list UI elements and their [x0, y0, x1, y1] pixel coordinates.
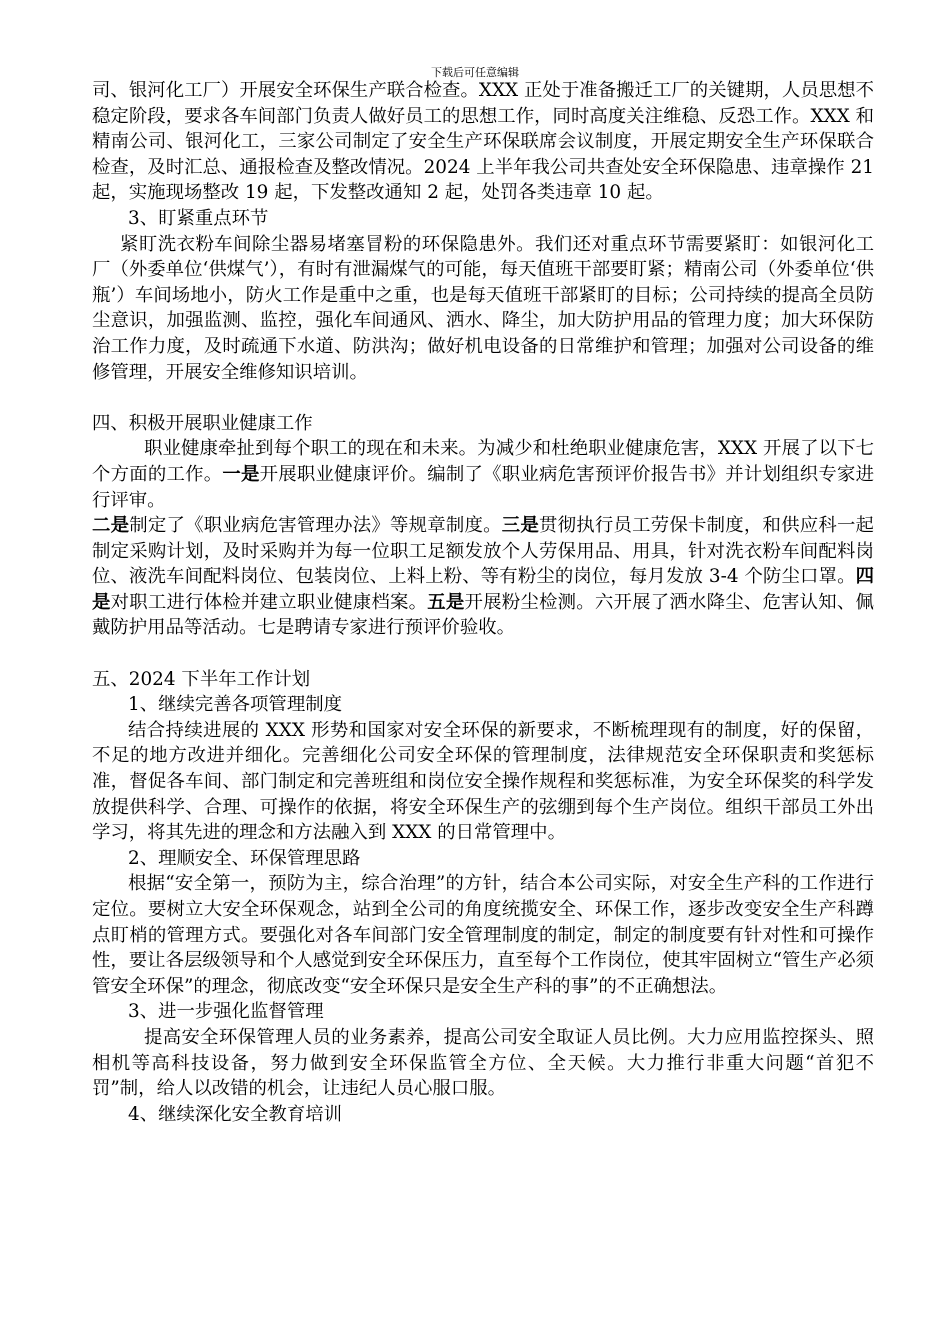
- paragraph-key-links: 紧盯洗衣粉车间除尘器易堵塞冒粉的环保隐患外。我们还对重点环节需要紧盯：如银河化工厂（外委单位‘供煤气’），有时有泄漏煤气的可能，每天值班干部要盯紧；精南公司（外委单位‘供瓶’）车间场地小，防火工作是重中之重，也是每天值班干部紧盯的目标；公司持续的提高全员防尘意识，加强监测、监控，强化车间通风、洒水、降尘，加大防护用品的管理力度；加大环保防治工作力度，及时疏通下水道、防洪沟；做好机电设备的日常维护和管理；加强对公司设备的维修管理，开展安全维修知识培训。: [92, 233, 874, 383]
- text-run: 开展粉尘检测。六开展了洒水降尘、危害认知、佩戴防护用品等活动。七是聘请专家进行预评价验收。: [92, 591, 874, 639]
- text-run: 贯彻执行员工劳保卡制度，和供应科一起制定采购计划，及时采购并为每一位职工足额发放个人劳保用品、用具，针对洗衣粉车间配料岗位、液洗车间配料岗位、包装岗位、上料上粉、等有粉尘的岗位，每月发放 3-4 个防尘口罩。: [92, 515, 874, 588]
- keyword-second: 二是: [92, 515, 130, 537]
- text-run: 对职工进行体检并建立职业健康档案。: [110, 591, 428, 613]
- section-heading-work-plan: 五、2024 下半年工作计划: [92, 668, 311, 690]
- heading-safety-training: 4、继续深化安全教育培训: [128, 1103, 342, 1125]
- paragraph-joint-inspection: 司、银河化工厂）开展安全环保生产联合检查。XXX 正处于准备搬迁工厂的关键期，人员思想不稳定阶段，要求各车间部门负责人做好员工的思想工作，同时高度关注维稳、反恐工作。XXX 和精南公司、银河化工，三家公司制定了安全生产环保联席会议制度，开展定期安全生产环保联合检查，及时汇总、通报检查及整改情况。2024 上半年我公司共查处安全环保隐患、违章操作 21 起，实施现场整改 19 起，下发整改通知 2 起，处罚各类违章 10 起。: [92, 80, 874, 204]
- text-run: 制定了《职业病危害管理办法》等规章制度。: [129, 515, 502, 537]
- text-run: 开展职业健康评价。编制了《职业病危害预评价报告书》并计划组织专家进行评审。: [92, 463, 874, 511]
- paragraph-occupational-health-cont: [92, 513, 874, 641]
- heading-supervision: 3、进一步强化监督管理: [128, 1001, 324, 1023]
- page-header: 下载后可任意编辑: [431, 66, 519, 79]
- heading-improve-systems: 1、继续完善各项管理制度: [128, 694, 342, 716]
- keyword-first: 一是: [222, 463, 260, 485]
- text-run: 职业健康牵扯到每个职工的现在和未来。为减少和杜绝职业健康危害，XXX 开展了以下七个方面的工作。: [92, 438, 874, 485]
- paragraph-management-approach: 根据“安全第一，预防为主，综合治理”的方针，结合本公司实际，对安全生产科的工作进行定位。要树立大安全环保观念，站到全公司的角度统揽安全、环保工作，逐步改变安全生产科蹲点盯梢的管理方式。要强化对各车间部门安全管理制度的制定，制定的制度要有针对性和可操作性，要让各层级领导和个人感觉到安全环保压力，直至每个工作岗位，使其牢固树立“管生产必须管安全环保”的理念，彻底改变“安全环保只是安全生产科的事”的不正确想法。: [92, 873, 874, 997]
- spacer: [92, 385, 874, 411]
- heading-management-approach: 2、理顺安全、环保管理思路: [128, 847, 361, 869]
- paragraph-occupational-health: [92, 436, 874, 513]
- heading-key-links: 3、盯紧重点环节: [128, 207, 269, 229]
- section-heading-occupational-health: 四、积极开展职业健康工作: [92, 412, 313, 434]
- keyword-fifth: 五是: [427, 591, 465, 613]
- paragraph-supervision: 提高安全环保管理人员的业务素养，提高公司安全取证人员比例。大力应用监控探头、照相机等高科技设备，努力做到安全环保监管全方位、全天候。大力推行非重大问题“首犯不罚”制，给人以改错的机会，让违纪人员心服口服。: [92, 1026, 874, 1100]
- spacer: [92, 641, 874, 667]
- document-body: [92, 78, 874, 1127]
- paragraph-improve-systems: 结合持续进展的 XXX 形势和国家对安全环保的新要求，不断梳理现有的制度，好的保留，不足的地方改进并细化。完善细化公司安全环保的管理制度，法律规范安全环保职责和奖惩标准，督促各车间、部门制定和完善班组和岗位安全操作规程和奖惩标准，为安全环保奖的科学发放提供科学、合理、可操作的依据，将安全环保生产的弦绷到每个生产岗位。组织干部员工外出学习，将其先进的理念和方法融入到 XXX 的日常管理中。: [92, 719, 874, 844]
- keyword-third: 三是: [501, 515, 539, 537]
- keyword-fourth: 四是: [92, 566, 874, 613]
